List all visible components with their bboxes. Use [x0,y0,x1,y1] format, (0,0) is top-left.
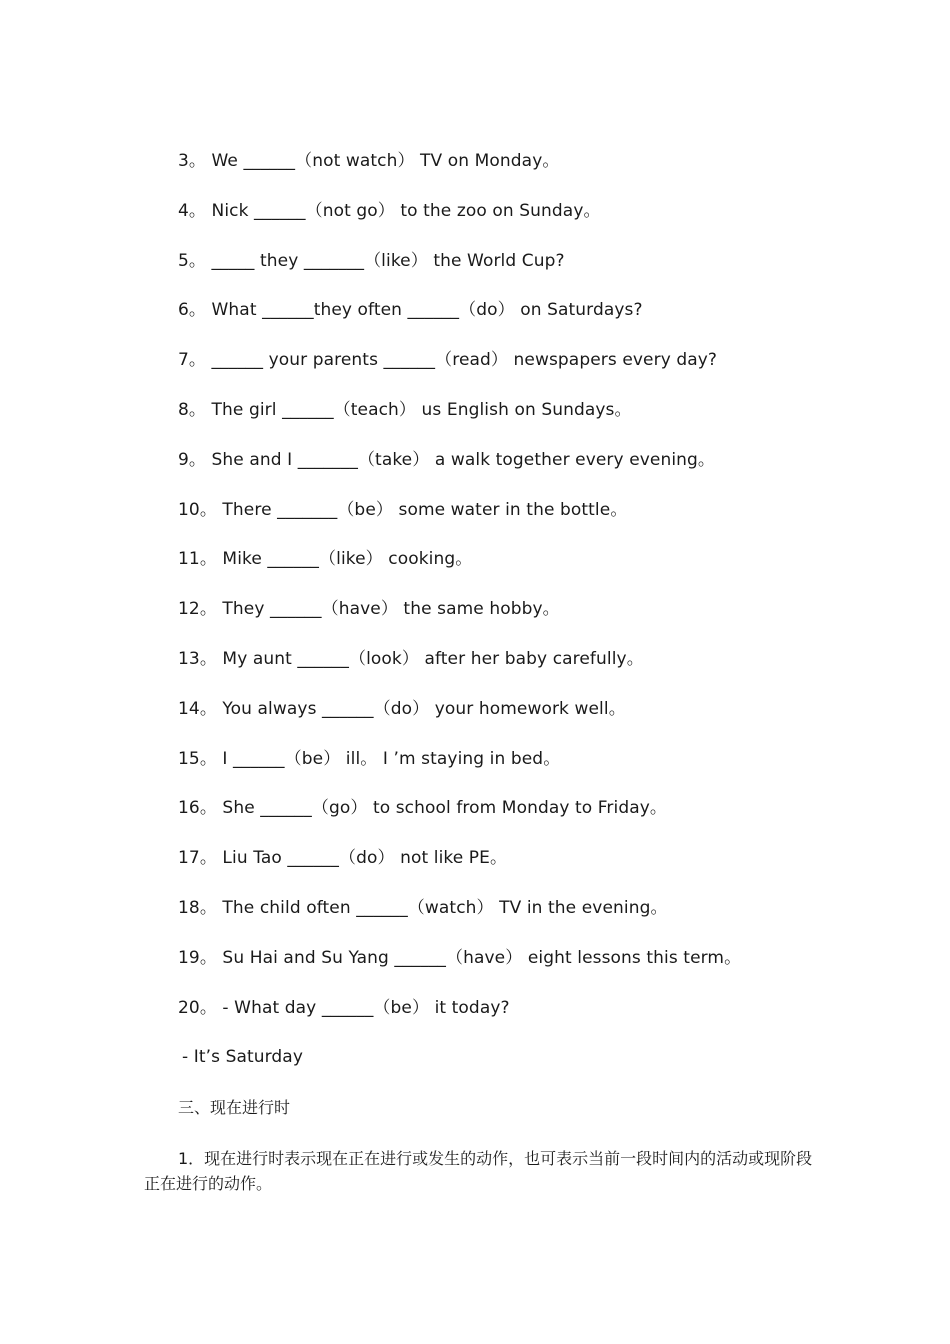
exercise-20-reply: - It’s Saturday [182,1047,303,1068]
section-heading: 三、现在进行时 [178,1098,291,1117]
exercise-11: 11。 Mike ______（like） cooking。 [178,549,473,570]
exercise-8: 8。 The girl ______（teach） us English on Sundays。 [178,399,632,420]
exercise-4: 4。 Nick ______（not go） to the zoo on Sunday。 [178,200,601,221]
exercise-14: 14。 You always ______（do） your homework well。 [178,698,626,719]
exercise-6: 6。 What ______they often ______（do） on Saturdays? [178,300,643,321]
exercise-16: 16。 She ______（go） to school from Monday to Friday。 [178,798,668,819]
exercise-17: 17。 Liu Tao ______（do） not like PE。 [178,848,508,869]
exercise-list [178,148,858,1094]
exercise-9: 9。 She and I _______（take） a walk together every evening。 [178,449,716,470]
rule-paragraph: 1．现在进行时表示现在正在进行或发生的动作，也可表示当前一段时间内的活动或现阶段正在进行的动作。 [144,1149,813,1193]
exercise-19: 19。 Su Hai and Su Yang ______（have） eight lessons this term。 [178,947,742,968]
exercise-7: 7。 ______ your parents ______（read） newspapers every day? [178,350,718,371]
exercise-13: 13。 My aunt ______（look） after her baby carefully。 [178,648,644,669]
exercise-18: 18。 The child often ______（watch） TV in the evening。 [178,897,668,918]
exercise-20: 20。 - What day ______（be） it today? [178,997,510,1018]
exercise-10: 10。 There _______（be） some water in the bottle。 [178,499,628,520]
exercise-15: 15。 I ______（be） ill。 I ’m staying in bed。 [178,748,561,769]
exercise-5: 5。 _____ they _______（like） the World Cup? [178,250,565,271]
exercise-12: 12。 They ______（have） the same hobby。 [178,599,560,620]
exercise-3: 3。 We ______（not watch） TV on Monday。 [178,151,560,171]
